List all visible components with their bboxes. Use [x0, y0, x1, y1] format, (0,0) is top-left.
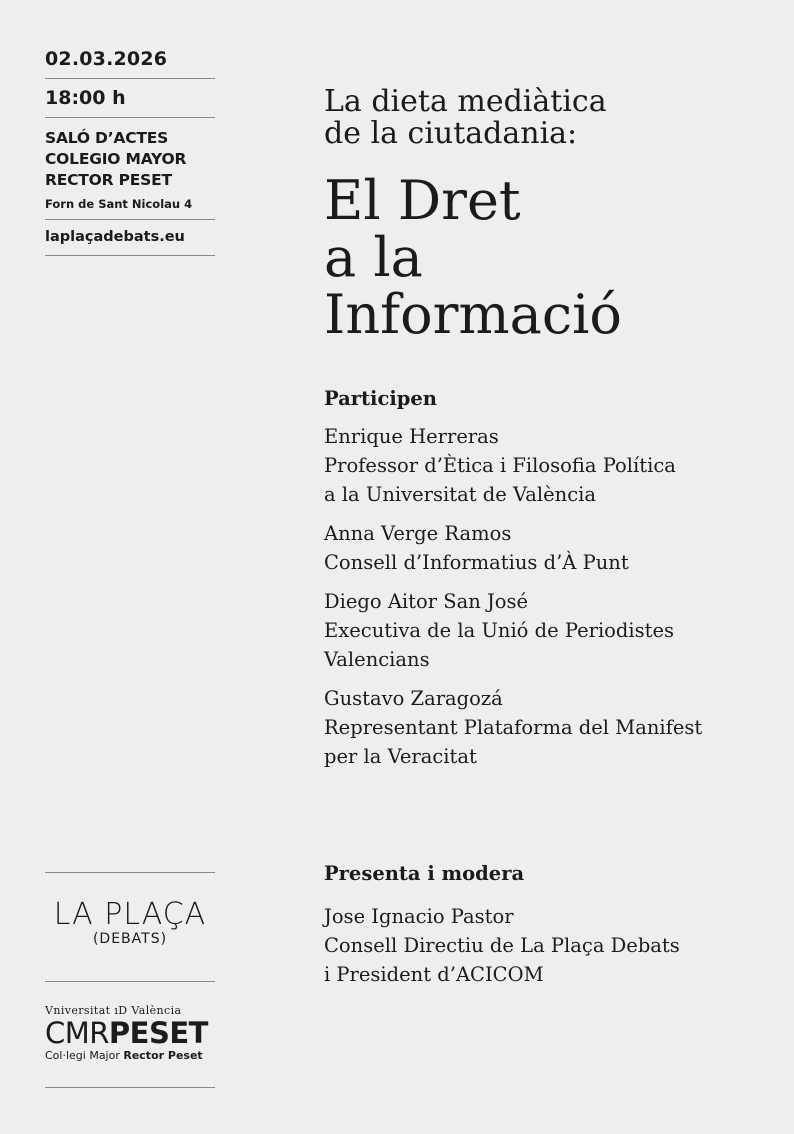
event-info-sidebar — [45, 48, 215, 256]
logo-wordmark: LA PLAÇA — [53, 897, 207, 932]
website-link[interactable]: laplaçadebats.eu — [45, 220, 215, 256]
event-time: 18:00 h — [45, 79, 215, 118]
participant-role: Representant Plataforma del Manifest — [324, 716, 703, 739]
main-content — [324, 86, 764, 771]
cmr-wordmark — [45, 1018, 215, 1049]
participant-role: Professor d’Ètica i Filosofia Política — [324, 454, 676, 477]
cmr-bold: PESET — [108, 1016, 208, 1050]
participant — [324, 587, 764, 674]
participant-name: Diego Aitor San José — [324, 590, 529, 613]
moderator-role: i President d’ACICOM — [324, 963, 544, 986]
logo-subword: (DEBATS) — [92, 931, 168, 947]
participant — [324, 422, 764, 509]
venue-line: SALÓ D’ACTES — [45, 129, 169, 147]
event-subtitle — [324, 86, 764, 150]
participant-name: Anna Verge Ramos — [324, 522, 512, 545]
participants-heading: Participen — [324, 387, 437, 410]
participant — [324, 519, 764, 577]
la-placa-debats-logo — [45, 872, 215, 982]
event-title — [324, 169, 764, 346]
subtitle-line: de la ciutadania: — [324, 116, 578, 151]
participant — [324, 684, 764, 771]
participants-list — [324, 422, 764, 771]
cmr-light: CMR — [45, 1016, 109, 1050]
venue-line: COLEGIO MAYOR — [45, 150, 187, 168]
participant-role: Valencians — [324, 648, 430, 671]
moderator — [324, 902, 764, 989]
participant-name: Enrique Herreras — [324, 425, 499, 448]
cmr-peset-logo — [45, 1004, 215, 1088]
subtitle-line: La dieta mediàtica — [324, 84, 607, 119]
participant-role: a la Universitat de València — [324, 483, 596, 506]
colegi-name — [45, 1049, 215, 1062]
title-line: a la — [324, 226, 423, 289]
moderator-role: Consell Directiu de La Plaça Debats — [324, 934, 680, 957]
event-venue — [45, 118, 215, 220]
participant-role: Consell d’Informatius d’À Punt — [324, 551, 629, 574]
university-name: Vniversitat ıD València — [45, 1004, 182, 1017]
colegi-light: Col·legi Major — [45, 1049, 124, 1062]
title-line: Informació — [324, 283, 622, 346]
venue-address: Forn de Sant Nicolau 4 — [45, 197, 193, 211]
moderator-name: Jose Ignacio Pastor — [324, 905, 514, 928]
participant-role: per la Veracitat — [324, 745, 477, 768]
participant-role: Executiva de la Unió de Periodistes — [324, 619, 675, 642]
moderator-heading: Presenta i modera — [324, 862, 525, 885]
participant-name: Gustavo Zaragozá — [324, 687, 503, 710]
event-date: 02.03.2026 — [45, 48, 215, 79]
colegi-bold: Rector Peset — [123, 1049, 203, 1062]
venue-line: RECTOR PESET — [45, 171, 172, 189]
title-line: El Dret — [324, 169, 521, 232]
